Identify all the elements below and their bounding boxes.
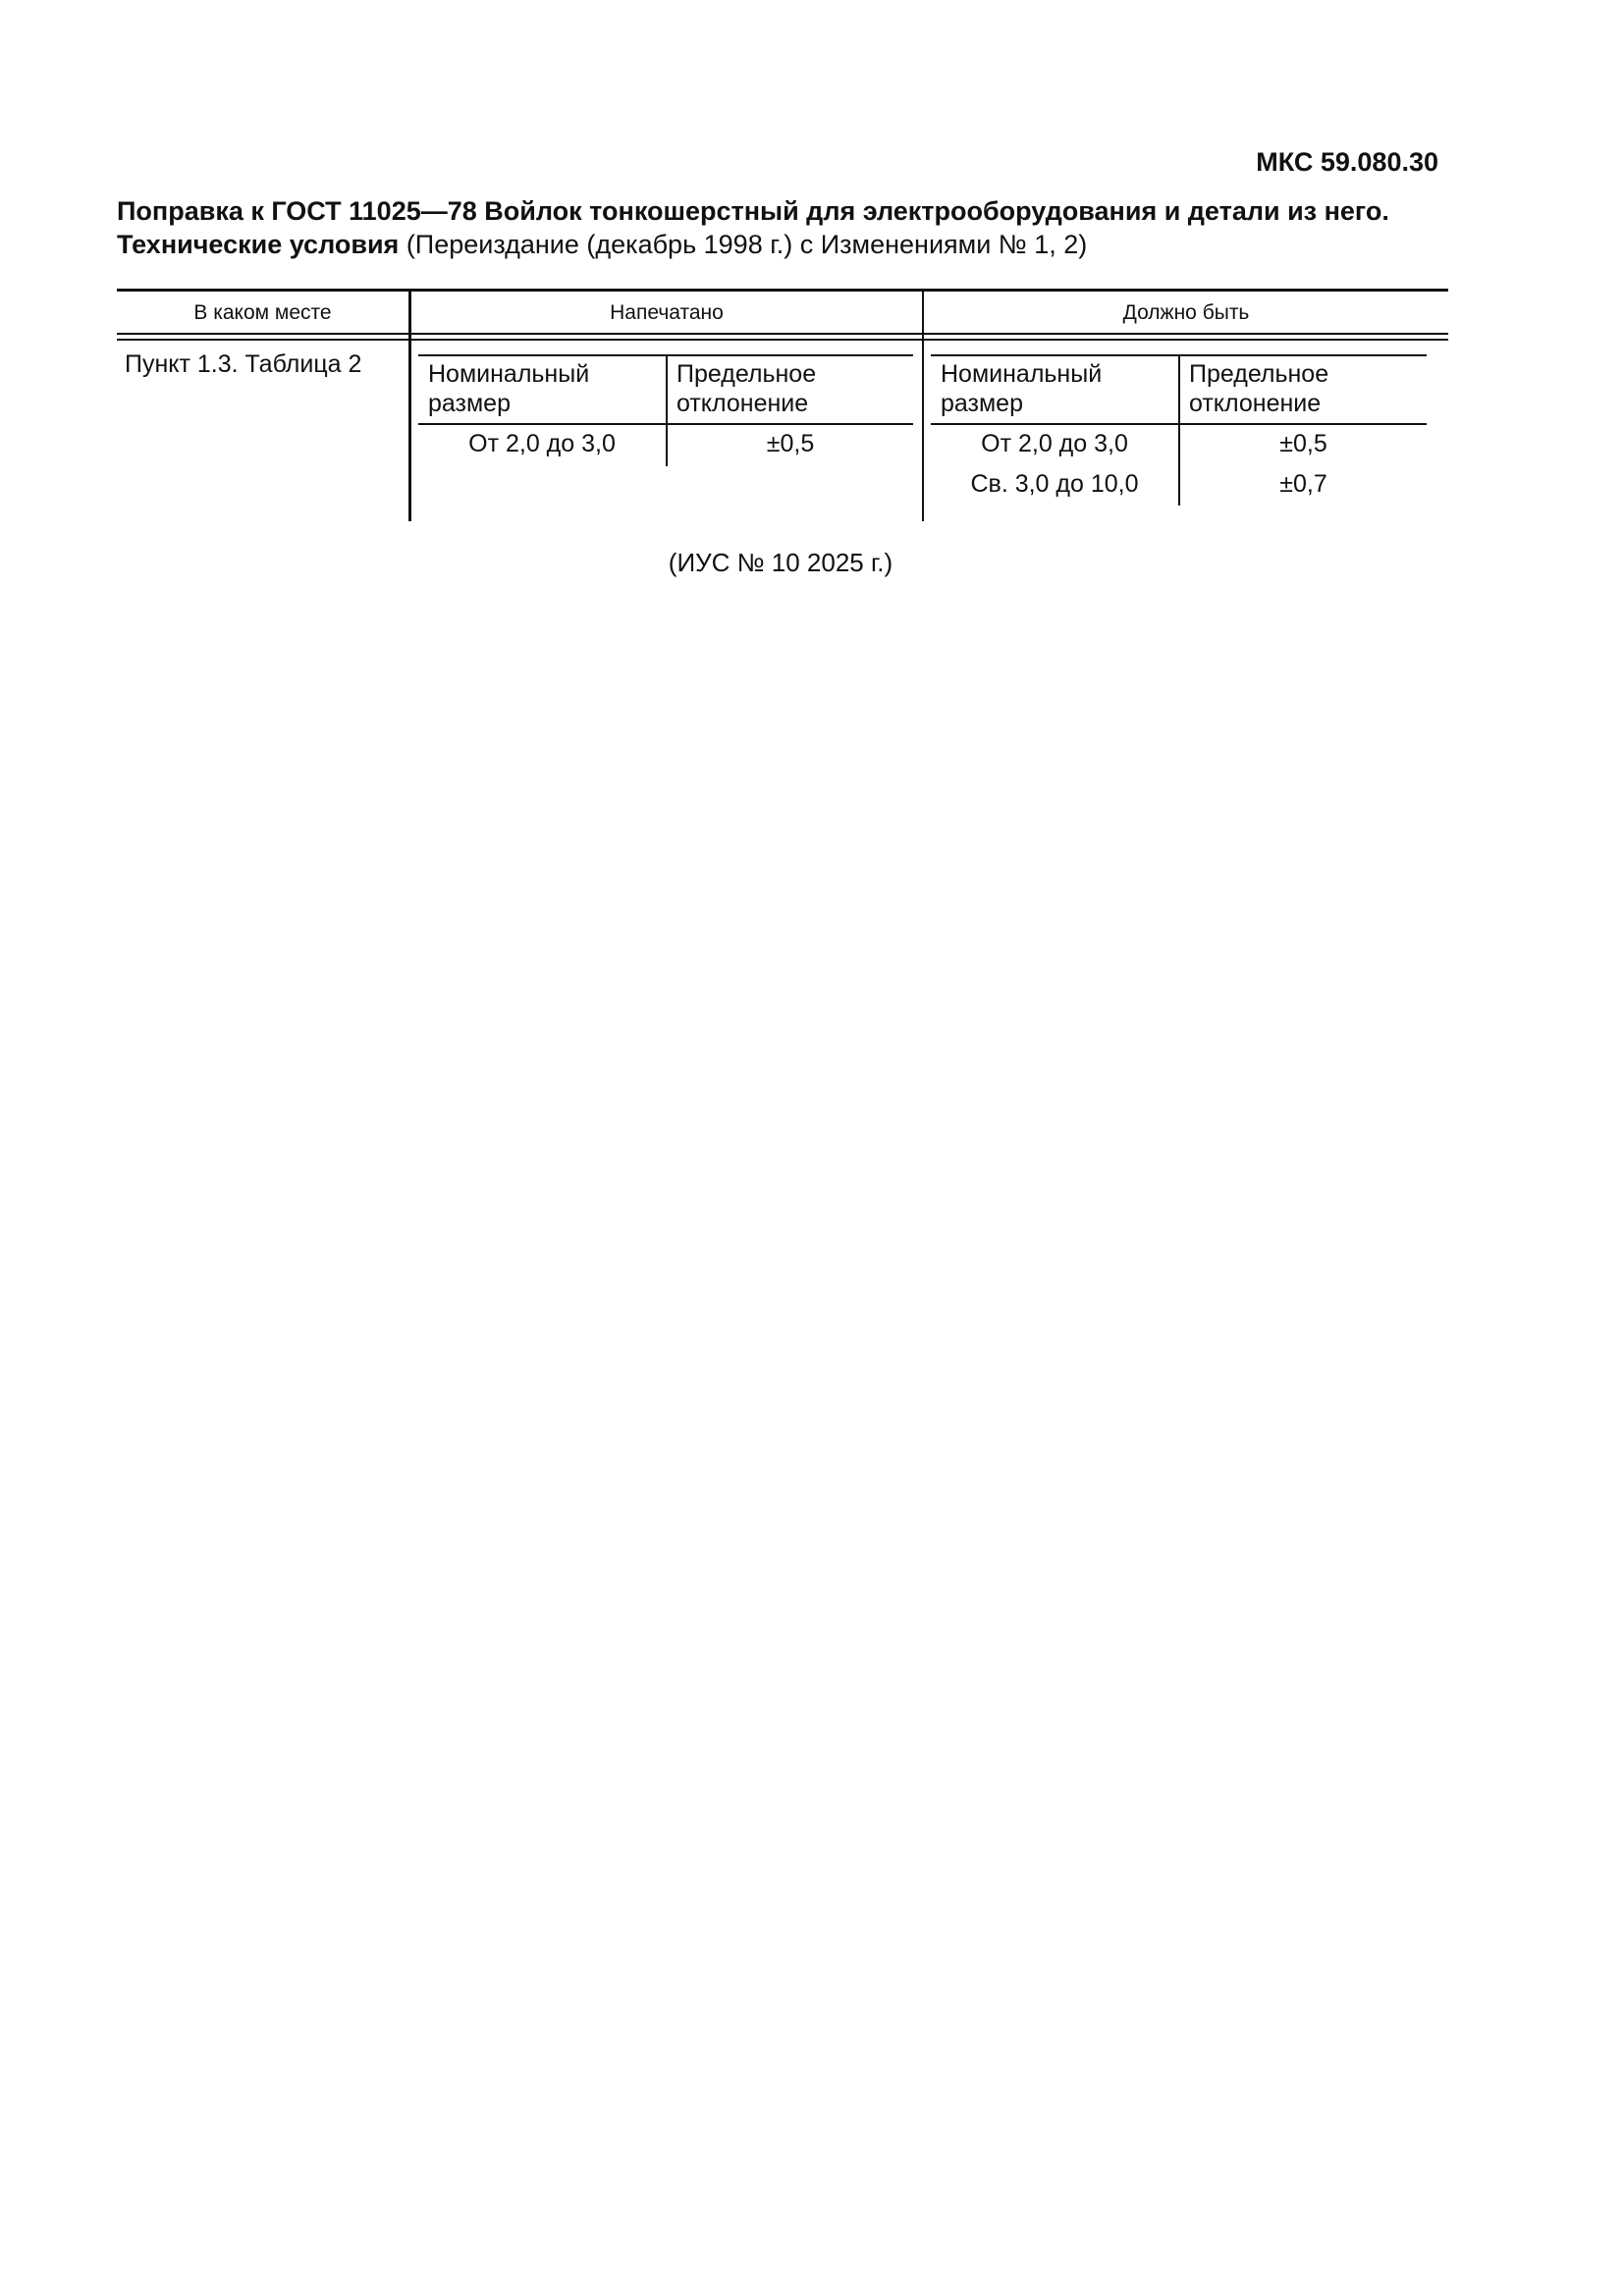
header-should-be: Должно быть	[1122, 301, 1250, 324]
printed-size-1: От 2,0 до 3,0	[468, 430, 616, 457]
should-be-size-2: Св. 3,0 до 10,0	[970, 470, 1139, 498]
row-where: Пункт 1.3. Таблица 2	[125, 350, 362, 378]
printed-deviation-1: ±0,5	[766, 430, 815, 457]
document-code: МКС 59.080.30	[1256, 147, 1438, 177]
printed-col2-header-2: отклонение	[677, 390, 809, 417]
should-be-col2-header-1: Предельное	[1189, 360, 1329, 388]
document-title	[117, 194, 1452, 261]
should-be-col1-header-1: Номинальный	[941, 360, 1103, 388]
header-where: В каком месте	[193, 301, 332, 324]
header-rule-1	[117, 333, 1448, 335]
printed-col2-header-1: Предельное	[677, 360, 817, 388]
should-be-deviation-1: ±0,5	[1279, 430, 1327, 457]
column-separator-1	[408, 292, 411, 521]
should-be-col1-header-2: размер	[941, 390, 1023, 417]
footer-ius: (ИУС № 10 2025 г.)	[668, 548, 893, 577]
title-bold-2: Технические условия	[117, 230, 400, 259]
header-rule-2	[117, 339, 1448, 341]
header-printed: Напечатано	[610, 301, 724, 324]
printed-col1-header-1: Номинальный	[428, 360, 590, 388]
column-separator-2	[922, 292, 924, 521]
should-be-size-1: От 2,0 до 3,0	[981, 430, 1128, 457]
title-normal: (Переиздание (декабрь 1998 г.) с Изменениями № 1, 2)	[399, 230, 1088, 259]
table-top-rule	[117, 289, 1448, 292]
should-be-col2-header-2: отклонение	[1189, 390, 1322, 417]
printed-col1-header-2: размер	[428, 390, 511, 417]
should-be-deviation-2: ±0,7	[1279, 470, 1327, 498]
title-line-1: Поправка к ГОСТ 11025—78 Войлок тонкошерстный для электрооборудования и детали из него.	[117, 196, 1389, 226]
